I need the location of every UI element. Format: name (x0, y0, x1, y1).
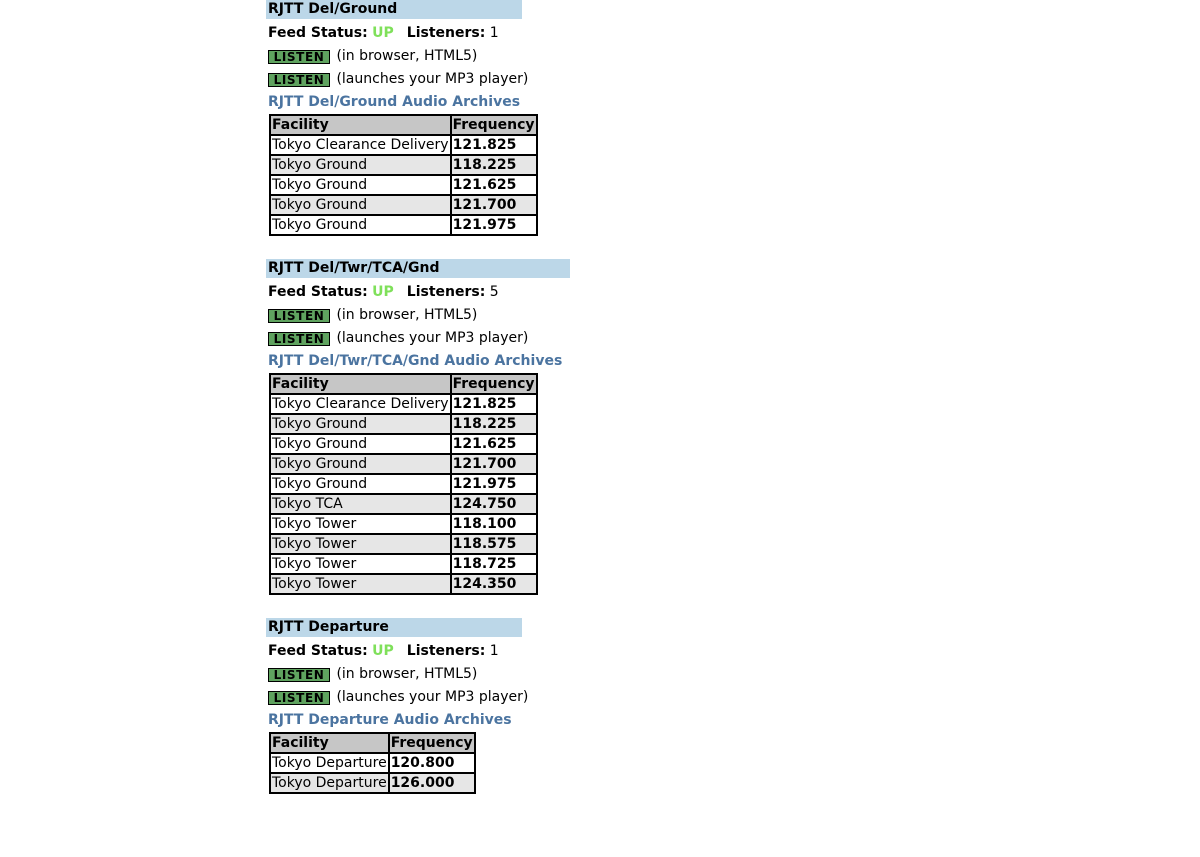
frequency-cell: 121.625 (451, 175, 537, 195)
frequency-cell: 121.975 (451, 474, 537, 494)
audio-archives-link[interactable]: RJTT Departure Audio Archives (268, 712, 512, 728)
listen-html5-row (266, 48, 570, 64)
frequency-cell: 126.000 (389, 773, 475, 793)
facility-cell: Tokyo Tower (270, 554, 451, 574)
facility-cell: Tokyo Ground (270, 414, 451, 434)
listen-mp3-description: (launches your MP3 player) (336, 330, 529, 346)
feed-title: RJTT Departure (266, 618, 522, 637)
status-badge: UP (372, 284, 394, 300)
frequency-header: Frequency (452, 376, 535, 392)
table-row (270, 534, 537, 554)
facility-cell: Tokyo Ground (270, 215, 451, 235)
facility-cell: Tokyo Clearance Delivery (272, 137, 449, 153)
frequency-table (269, 732, 476, 794)
table-row (270, 514, 537, 534)
listen-mp3-description: (launches your MP3 player) (336, 689, 529, 705)
listeners-count: 1 (489, 25, 499, 41)
frequency-cell: 120.800 (389, 753, 475, 773)
listeners-label: Listeners: (406, 643, 486, 659)
table-row (270, 155, 537, 175)
listen-mp3-row (266, 689, 570, 705)
facility-cell: Tokyo Clearance Delivery (272, 396, 449, 412)
table-row (270, 773, 475, 793)
facility-cell: Tokyo Ground (270, 175, 451, 195)
frequency-cell: 118.725 (451, 554, 537, 574)
listeners-label: Listeners: (406, 284, 486, 300)
feed-list (266, 0, 570, 794)
audio-archives-link[interactable]: RJTT Del/Ground Audio Archives (268, 94, 521, 110)
feed-status (266, 643, 570, 659)
frequency-cell: 121.825 (451, 135, 537, 155)
feed-block (266, 0, 570, 236)
frequency-cell: 118.575 (451, 534, 537, 554)
feed-status (266, 25, 570, 41)
table-row (270, 434, 537, 454)
table-row (270, 175, 537, 195)
table-row (270, 195, 537, 215)
frequency-cell: 121.625 (451, 434, 537, 454)
status-badge: UP (372, 25, 394, 41)
table-row (270, 574, 537, 594)
listen-html5-row (266, 307, 570, 323)
facility-header: Facility (270, 374, 451, 394)
listen-mp3-button[interactable]: LISTEN (268, 691, 330, 705)
frequency-cell: 124.750 (451, 494, 537, 514)
frequency-table (269, 114, 538, 236)
listen-html5-description: (in browser, HTML5) (336, 307, 478, 323)
feed-title: RJTT Del/Ground (266, 0, 522, 19)
status-badge: UP (372, 643, 394, 659)
facility-cell: Tokyo Ground (270, 434, 451, 454)
table-row (270, 753, 475, 773)
frequency-cell: 124.350 (451, 574, 537, 594)
audio-archives-link[interactable]: RJTT Del/Twr/TCA/Gnd Audio Archives (268, 353, 563, 369)
frequency-cell: 118.225 (451, 414, 537, 434)
listen-mp3-row (266, 330, 570, 346)
listen-html5-row (266, 666, 570, 682)
facility-header: Facility (270, 733, 389, 753)
listen-mp3-description: (launches your MP3 player) (336, 71, 529, 87)
frequency-cell: 121.825 (451, 394, 537, 414)
listeners-count: 5 (489, 284, 499, 300)
listeners-count: 1 (489, 643, 499, 659)
facility-cell: Tokyo Ground (270, 155, 451, 175)
table-row (270, 135, 537, 155)
facility-cell: Tokyo Tower (270, 534, 451, 554)
feed-status (266, 284, 570, 300)
facility-cell: Tokyo TCA (270, 494, 451, 514)
table-row (270, 394, 537, 414)
feed-status-label: Feed Status: (268, 25, 368, 41)
frequency-cell: 118.100 (451, 514, 537, 534)
feed-block (266, 618, 570, 794)
listen-mp3-button[interactable]: LISTEN (268, 73, 330, 87)
listen-html5-button[interactable]: LISTEN (268, 668, 330, 682)
feed-title: RJTT Del/Twr/TCA/Gnd (266, 259, 570, 278)
frequency-cell: 121.975 (451, 215, 537, 235)
frequency-header: Frequency (390, 735, 473, 751)
frequency-cell: 121.700 (451, 195, 537, 215)
listen-mp3-row (266, 71, 570, 87)
frequency-cell: 118.225 (451, 155, 537, 175)
table-row (270, 494, 537, 514)
listen-mp3-button[interactable]: LISTEN (268, 332, 330, 346)
facility-cell: Tokyo Ground (270, 474, 451, 494)
facility-cell: Tokyo Tower (270, 574, 451, 594)
facility-cell: Tokyo Ground (270, 195, 451, 215)
feed-status-label: Feed Status: (268, 643, 368, 659)
listeners-label: Listeners: (406, 25, 486, 41)
facility-cell: Tokyo Departure (272, 775, 387, 791)
frequency-header: Frequency (452, 117, 535, 133)
frequency-cell: 121.700 (451, 454, 537, 474)
facility-cell: Tokyo Ground (270, 454, 451, 474)
table-row (270, 414, 537, 434)
feed-status-label: Feed Status: (268, 284, 368, 300)
listen-html5-button[interactable]: LISTEN (268, 309, 330, 323)
listen-html5-description: (in browser, HTML5) (336, 666, 478, 682)
listen-html5-button[interactable]: LISTEN (268, 50, 330, 64)
table-header-row (270, 115, 537, 135)
facility-header: Facility (270, 115, 451, 135)
table-row (270, 454, 537, 474)
table-header-row (270, 733, 475, 753)
facility-cell: Tokyo Tower (270, 514, 451, 534)
table-header-row (270, 374, 537, 394)
table-row (270, 215, 537, 235)
facility-cell: Tokyo Departure (272, 755, 387, 771)
table-row (270, 474, 537, 494)
frequency-table (269, 373, 538, 595)
feed-block (266, 259, 570, 595)
listen-html5-description: (in browser, HTML5) (336, 48, 478, 64)
table-row (270, 554, 537, 574)
